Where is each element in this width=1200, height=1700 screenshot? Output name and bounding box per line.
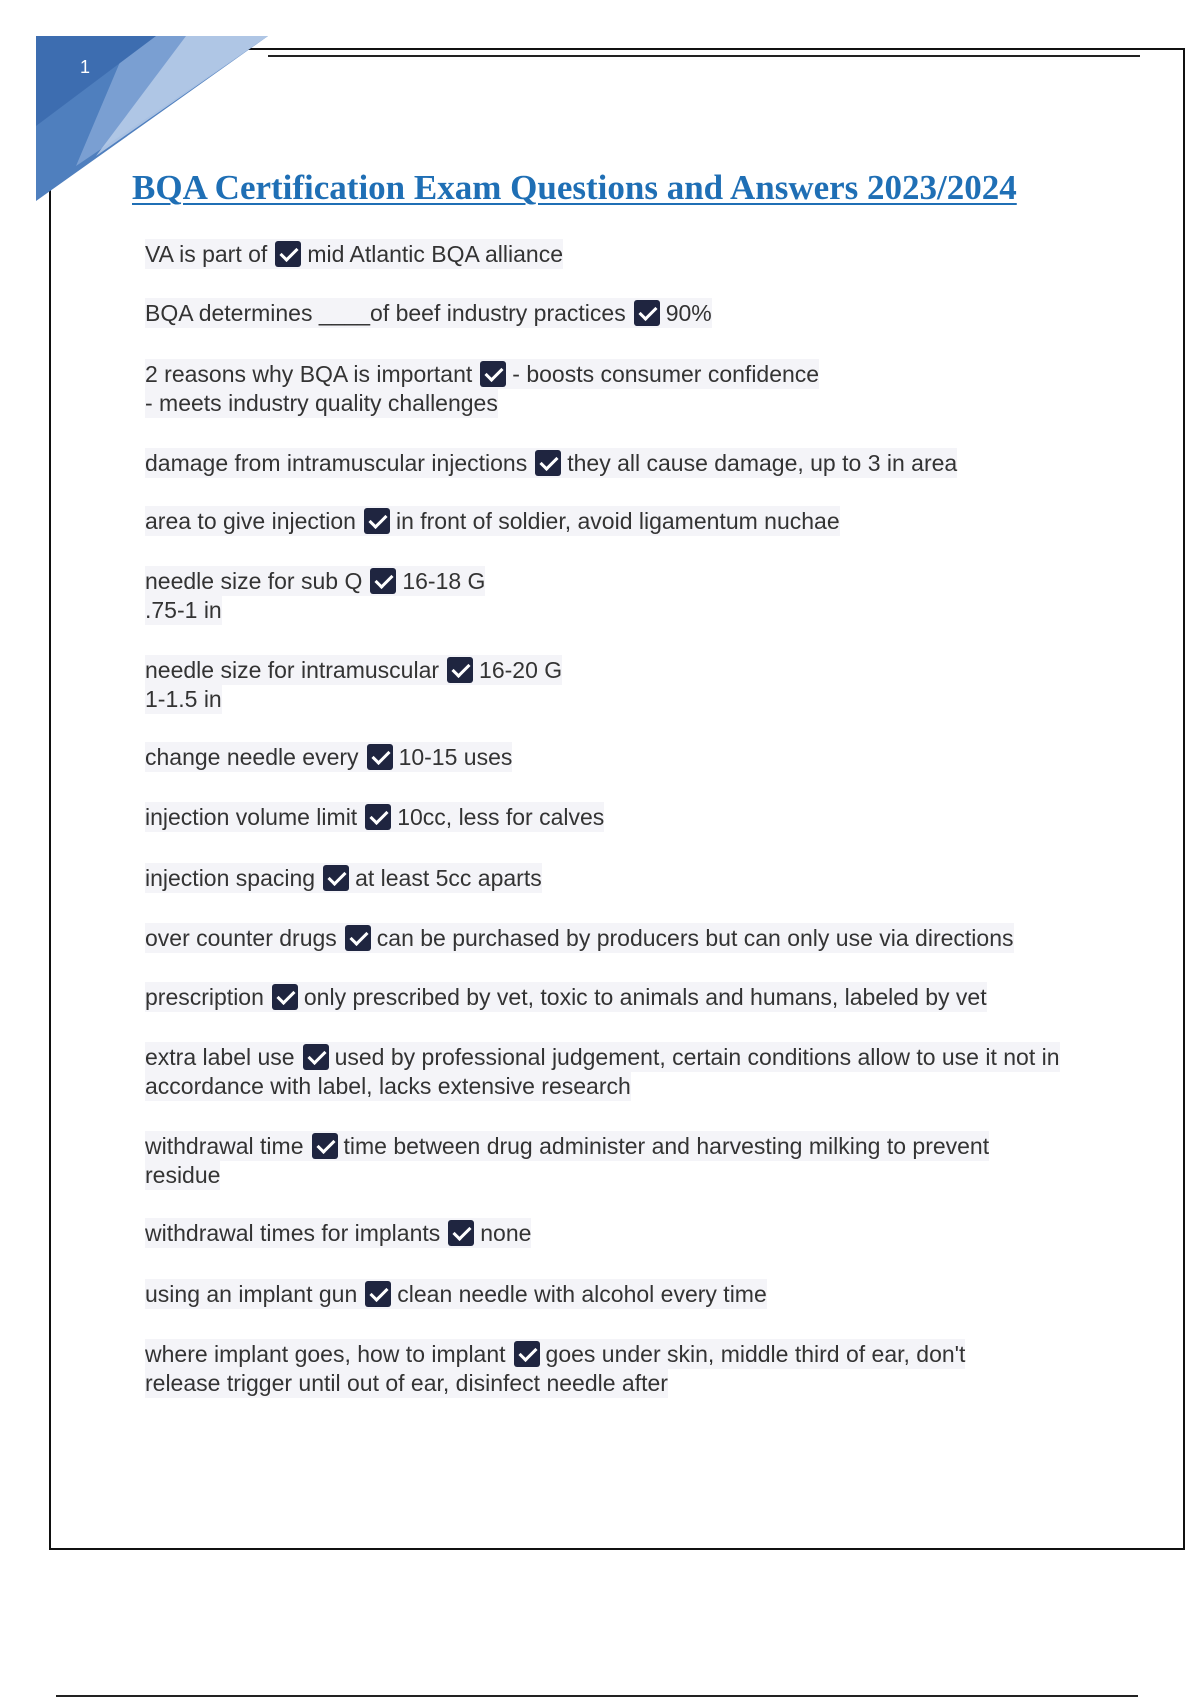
checkbox-icon xyxy=(365,1281,391,1307)
answer-text: 10-15 uses xyxy=(398,744,513,770)
checkbox-icon xyxy=(447,657,473,683)
checkbox-icon xyxy=(275,241,301,267)
qa-item xyxy=(145,449,1085,478)
page-number: 1 xyxy=(80,57,91,77)
answer-text: clean needle with alcohol every time xyxy=(397,1281,767,1307)
header-rule xyxy=(268,55,1140,57)
question-text: injection volume limit xyxy=(145,804,358,830)
answer-text-continued: .75-1 in xyxy=(145,597,222,623)
answer-text: only prescribed by vet, toxic to animals and humans, labeled by vet xyxy=(303,984,987,1010)
qa-item xyxy=(145,240,1085,269)
qa-item xyxy=(145,656,1085,714)
answer-text: 90% xyxy=(665,300,712,326)
answer-text: in front of soldier, avoid ligamentum nuchae xyxy=(395,508,840,534)
qa-item xyxy=(145,1340,1045,1398)
question-text: where implant goes, how to implant xyxy=(145,1341,506,1367)
question-text: injection spacing xyxy=(145,865,316,891)
question-text: BQA determines ____of beef industry practices xyxy=(145,300,626,326)
answer-text: mid Atlantic BQA alliance xyxy=(307,241,563,267)
answer-text: at least 5cc aparts xyxy=(355,865,542,891)
qa-item xyxy=(145,1132,1065,1190)
question-text: needle size for intramuscular xyxy=(145,657,440,683)
checkbox-icon xyxy=(367,744,393,770)
answer-text: none xyxy=(480,1220,532,1246)
qa-item xyxy=(145,299,1085,328)
qa-item xyxy=(145,743,1085,772)
checkbox-icon xyxy=(365,804,391,830)
page-border xyxy=(49,48,1185,1550)
checkbox-icon xyxy=(535,450,561,476)
checkbox-icon xyxy=(303,1044,329,1070)
checkbox-icon xyxy=(364,508,390,534)
qa-item xyxy=(145,1219,1085,1248)
checkbox-icon xyxy=(634,300,660,326)
question-text: extra label use xyxy=(145,1044,295,1070)
question-text: withdrawal time xyxy=(145,1133,304,1159)
qa-item xyxy=(145,983,1085,1012)
answer-text: used by professional judgement, certain conditions allow to use it not in accordance with label, lacks extensive research xyxy=(145,1044,1060,1099)
question-text: area to give injection xyxy=(145,508,356,534)
footer-rule xyxy=(56,1695,1138,1697)
qa-item xyxy=(145,803,1085,832)
qa-item xyxy=(145,864,1085,893)
answer-text: they all cause damage, up to 3 in area xyxy=(567,450,958,476)
answer-text-continued: 1-1.5 in xyxy=(145,686,222,712)
answer-text: 16-18 G xyxy=(402,568,486,594)
answer-text: goes under skin, middle third of ear, don't release trigger until out of ear, disinfect needle after xyxy=(145,1341,966,1396)
question-text: change needle every xyxy=(145,744,359,770)
checkbox-icon xyxy=(370,568,396,594)
document-title: BQA Certification Exam Questions and Answers 2023/2024 xyxy=(132,168,1017,207)
question-text: prescription xyxy=(145,984,264,1010)
answer-text-continued: - meets industry quality challenges xyxy=(145,390,498,416)
qa-item xyxy=(145,1280,1085,1309)
checkbox-icon xyxy=(272,984,298,1010)
question-text: over counter drugs xyxy=(145,925,337,951)
answer-text: - boosts consumer confidence xyxy=(512,361,820,387)
qa-item xyxy=(145,507,1085,536)
checkbox-icon xyxy=(312,1133,338,1159)
checkbox-icon xyxy=(323,865,349,891)
checkbox-icon xyxy=(514,1341,540,1367)
question-text: 2 reasons why BQA is important xyxy=(145,361,473,387)
checkbox-icon xyxy=(448,1220,474,1246)
question-text: withdrawal times for implants xyxy=(145,1220,441,1246)
checkbox-icon xyxy=(345,925,371,951)
qa-item xyxy=(145,567,1085,625)
checkbox-icon xyxy=(480,361,506,387)
question-text: VA is part of xyxy=(145,241,268,267)
question-text: damage from intramuscular injections xyxy=(145,450,528,476)
question-text: using an implant gun xyxy=(145,1281,358,1307)
question-text: needle size for sub Q xyxy=(145,568,363,594)
qa-item xyxy=(145,1043,1095,1101)
answer-text: 16-20 G xyxy=(479,657,563,683)
qa-item xyxy=(145,924,1085,953)
answer-text: time between drug administer and harvesting milking to prevent residue xyxy=(145,1133,990,1188)
answer-text: 10cc, less for calves xyxy=(397,804,605,830)
answer-text: can be purchased by producers but can only use via directions xyxy=(376,925,1014,951)
qa-item xyxy=(145,360,1085,418)
